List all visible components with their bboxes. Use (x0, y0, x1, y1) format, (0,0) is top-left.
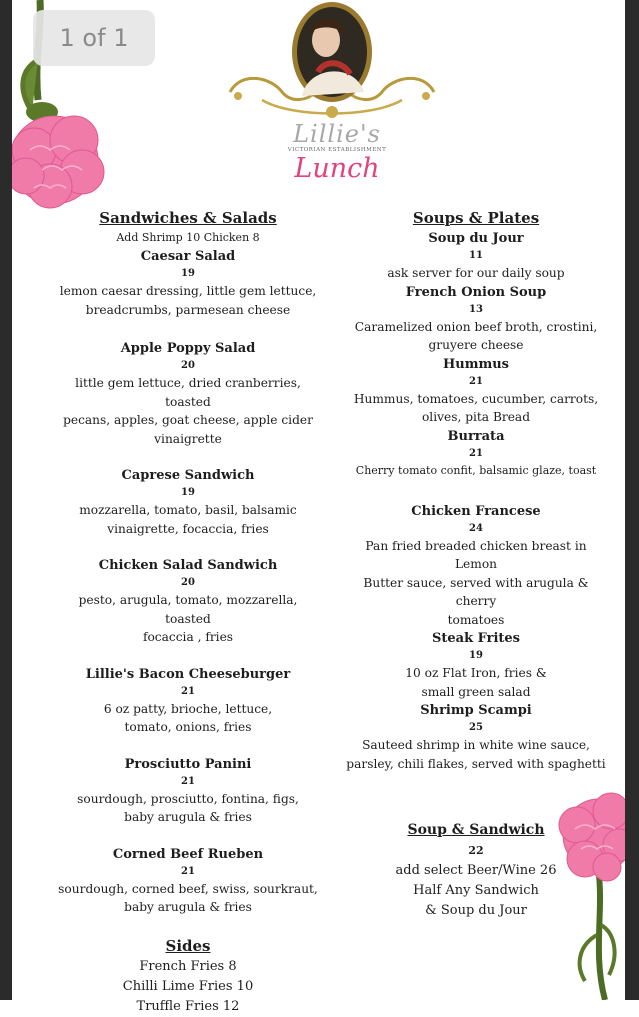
item-name: Lillie's Bacon Cheeseburger (85, 666, 291, 682)
pink-carnation-bottom-right (549, 785, 625, 1000)
portrait-emblem (222, 0, 442, 125)
item-desc-line: Hummus, tomatoes, cucumber, carrots, (353, 391, 599, 406)
item-desc-line: pesto, arugula, tomato, mozzarella, toasted (78, 593, 298, 626)
item-desc-line: vinaigrette, focaccia, fries (107, 521, 269, 536)
combo-line: Half Any Sandwich (413, 883, 539, 898)
item-name: Prosciutto Panini (124, 756, 252, 772)
item-name: Hummus (442, 356, 509, 372)
combo-line: add select Beer/Wine 26 (395, 863, 557, 878)
combo-price: 22 (468, 844, 484, 857)
item-name: Burrata (447, 428, 505, 444)
section-title-soups-plates: Soups & Plates (412, 209, 540, 227)
menu-item-soup-du-jour (346, 229, 606, 283)
item-desc-line: lemon caesar dressing, little gem lettuce, (59, 284, 317, 298)
section-title-sandwiches-salads: Sandwiches & Salads (99, 209, 277, 227)
item-desc-line: tomato, onions, fries (124, 720, 252, 734)
restaurant-logo (282, 122, 392, 184)
item-desc-line: baby arugula & fries (124, 900, 252, 914)
item-desc-line: 10 oz Flat Iron, fries & (405, 666, 547, 680)
menu-item-chicken-francese (346, 502, 606, 630)
item-desc-line: little gem lettuce, dried cranberries, toasted (75, 376, 301, 409)
item-desc-line: ask server for our daily soup (387, 266, 565, 280)
side-item: French Fries 8 (139, 958, 237, 974)
item-name: Soup du Jour (428, 231, 524, 246)
menu-item-corned-beef-rueben (58, 845, 318, 917)
menu-title: Lunch (294, 153, 380, 184)
item-name: Shrimp Scampi (420, 703, 532, 718)
item-desc-line: breadcrumbs, parmesean cheese (85, 302, 291, 317)
side-item: Chilli Lime Fries 10 (122, 978, 254, 994)
item-desc-line: tomatoes (447, 612, 505, 627)
item-price: 11 (469, 250, 483, 261)
item-price: 19 (469, 650, 483, 661)
item-price: 20 (181, 577, 195, 588)
item-desc-line: Caramelized onion beef broth, crostini, (354, 319, 598, 334)
sides-section (58, 935, 318, 1017)
item-desc-line: Cherry tomato confit, balsamic glaze, toast (355, 463, 597, 477)
item-desc-line: vinaigrette (154, 431, 222, 446)
menu-item-apple-poppy-salad (58, 339, 318, 448)
menu-item-steak-frites (346, 629, 606, 701)
side-item: Truffle Fries 12 (136, 998, 240, 1014)
section-title-sides: Sides (165, 936, 211, 955)
item-desc-line: gruyere cheese (428, 338, 524, 352)
menu-item-caesar-salad (58, 247, 318, 319)
left-column (58, 207, 318, 1017)
item-desc-line: baby arugula & fries (124, 810, 252, 824)
item-price: 13 (469, 303, 483, 315)
menu-item-french-onion-soup (346, 283, 606, 355)
item-price: 19 (181, 268, 195, 279)
item-name: Corned Beef Rueben (112, 846, 264, 862)
menu-item-chicken-salad-sandwich (58, 556, 318, 647)
item-desc-line: sourdough, prosciutto, fontina, figs, (77, 791, 299, 806)
section-title-soup-sandwich: Soup & Sandwich (407, 822, 545, 838)
item-desc-line: mozzarella, tomato, basil, balsamic (79, 503, 297, 517)
item-desc-line: sourdough, corned beef, swiss, sourkraut, (58, 881, 318, 896)
item-name: Chicken Salad Sandwich (98, 558, 278, 573)
right-edge (625, 0, 639, 1000)
item-desc-line: 6 oz patty, brioche, lettuce, (103, 701, 273, 716)
item-price: 24 (469, 522, 483, 534)
item-price: 21 (469, 447, 483, 459)
logo-name: Lillie's (293, 120, 381, 148)
menu-item-hummus (346, 355, 606, 427)
item-price: 19 (181, 487, 195, 498)
menu-item-caprese-sandwich (58, 466, 318, 538)
logo-subtitle: VICTORIAN ESTABLISHMENT (287, 147, 387, 153)
item-name: Caesar Salad (140, 249, 236, 264)
item-desc-line: small green salad (421, 684, 531, 699)
item-price: 21 (181, 865, 195, 877)
item-desc-line: Pan fried breaded chicken breast in Lemon (365, 538, 587, 571)
item-desc-line: parsley, chili flakes, served with spaghetti (346, 756, 606, 771)
portrait-frame-icon (222, 0, 442, 125)
item-name: Steak Frites (431, 631, 520, 646)
item-desc-line: focaccia , fries (142, 630, 234, 644)
combo-line: & Soup du Jour (425, 903, 527, 918)
menu-page (12, 0, 625, 1014)
item-name: Chicken Francese (411, 503, 541, 519)
left-edge (0, 0, 12, 1000)
item-desc-line: pecans, apples, goat cheese, apple cider (63, 413, 313, 427)
item-desc-line: Sauteed shrimp in white wine sauce, (362, 738, 590, 752)
menu-item-bacon-cheeseburger (58, 665, 318, 737)
add-on-note: Add Shrimp 10 Chicken 8 (116, 231, 260, 244)
item-desc-line: olives, pita Bread (421, 410, 531, 424)
item-price: 21 (469, 375, 483, 387)
item-price: 21 (181, 775, 195, 787)
menu-item-prosciutto-panini (58, 755, 318, 827)
item-price: 21 (181, 685, 195, 697)
item-name: Apple Poppy Salad (120, 341, 256, 356)
item-name: Caprese Sandwich (121, 468, 255, 483)
item-desc-line: Butter sauce, served with arugula & cherry (363, 575, 589, 608)
page-counter-badge: 1 of 1 (33, 10, 155, 66)
item-price: 25 (469, 722, 483, 733)
item-price: 20 (181, 360, 195, 371)
item-name: French Onion Soup (405, 284, 547, 300)
menu-item-burrata (346, 427, 606, 480)
menu-item-shrimp-scampi (346, 701, 606, 773)
